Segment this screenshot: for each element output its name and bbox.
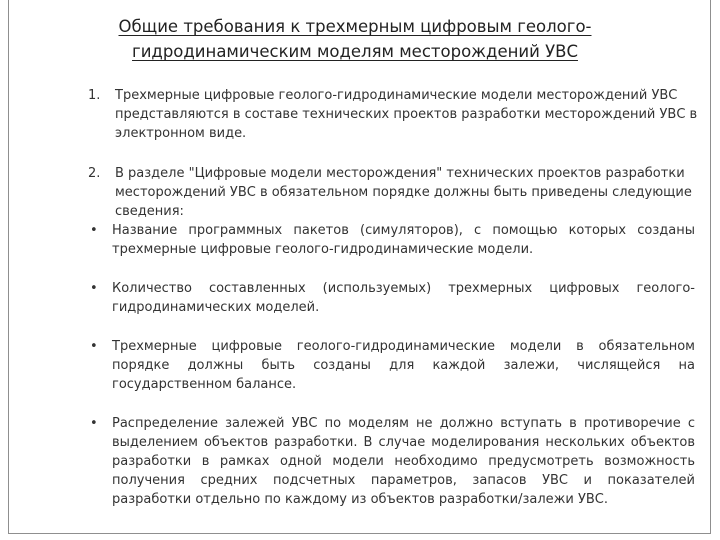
numbered-item-1: Трехмерные цифровые геолого-гидродинамические модели месторождений УВС представляются в составе технических проектов разработки месторождений УВС в электронном виде. bbox=[115, 88, 698, 141]
bullet-item-2: Количество составленных (используемых) трехмерных цифровых геолого-гидродинамических моделей. bbox=[112, 281, 695, 315]
slide-title: Общие требования к трехмерным цифровым геолого-гидродинамическим моделям месторождений УВС bbox=[118, 17, 592, 61]
list-number-2: 2. bbox=[88, 166, 101, 181]
bullet-item-3: Трехмерные цифровые геолого-гидродинамические модели в обязательном порядке должны быть созданы для каждой залежи, числящейся на государственном балансе. bbox=[112, 339, 695, 392]
bullet-marker: • bbox=[90, 416, 98, 431]
bullet-marker: • bbox=[90, 281, 98, 296]
bullet-item-4: Распределение залежей УВС по моделям не должно вступать в противоречие с выделением объектов разработки. В случае моделирования нескольких объектов разработки в рамках одной модели необходимо предусмотреть возможность получения средних подсчетных параметров, запасов УВС и показателей разработки отдельно по каждому из объектов разработки/залежи УВС. bbox=[112, 416, 695, 507]
numbered-item-2: В разделе "Цифровые модели месторождения" технических проектов разработки месторождений УВС в обязательном порядке должны быть приведены следующие сведения: bbox=[115, 166, 692, 219]
list-number-1: 1. bbox=[88, 88, 101, 103]
bullet-item-1: Название программных пакетов (симуляторов), с помощью которых созданы трехмерные цифровые геолого-гидродинамические модели. bbox=[112, 223, 695, 257]
bullet-marker: • bbox=[90, 339, 98, 354]
bullet-marker: • bbox=[90, 223, 98, 238]
